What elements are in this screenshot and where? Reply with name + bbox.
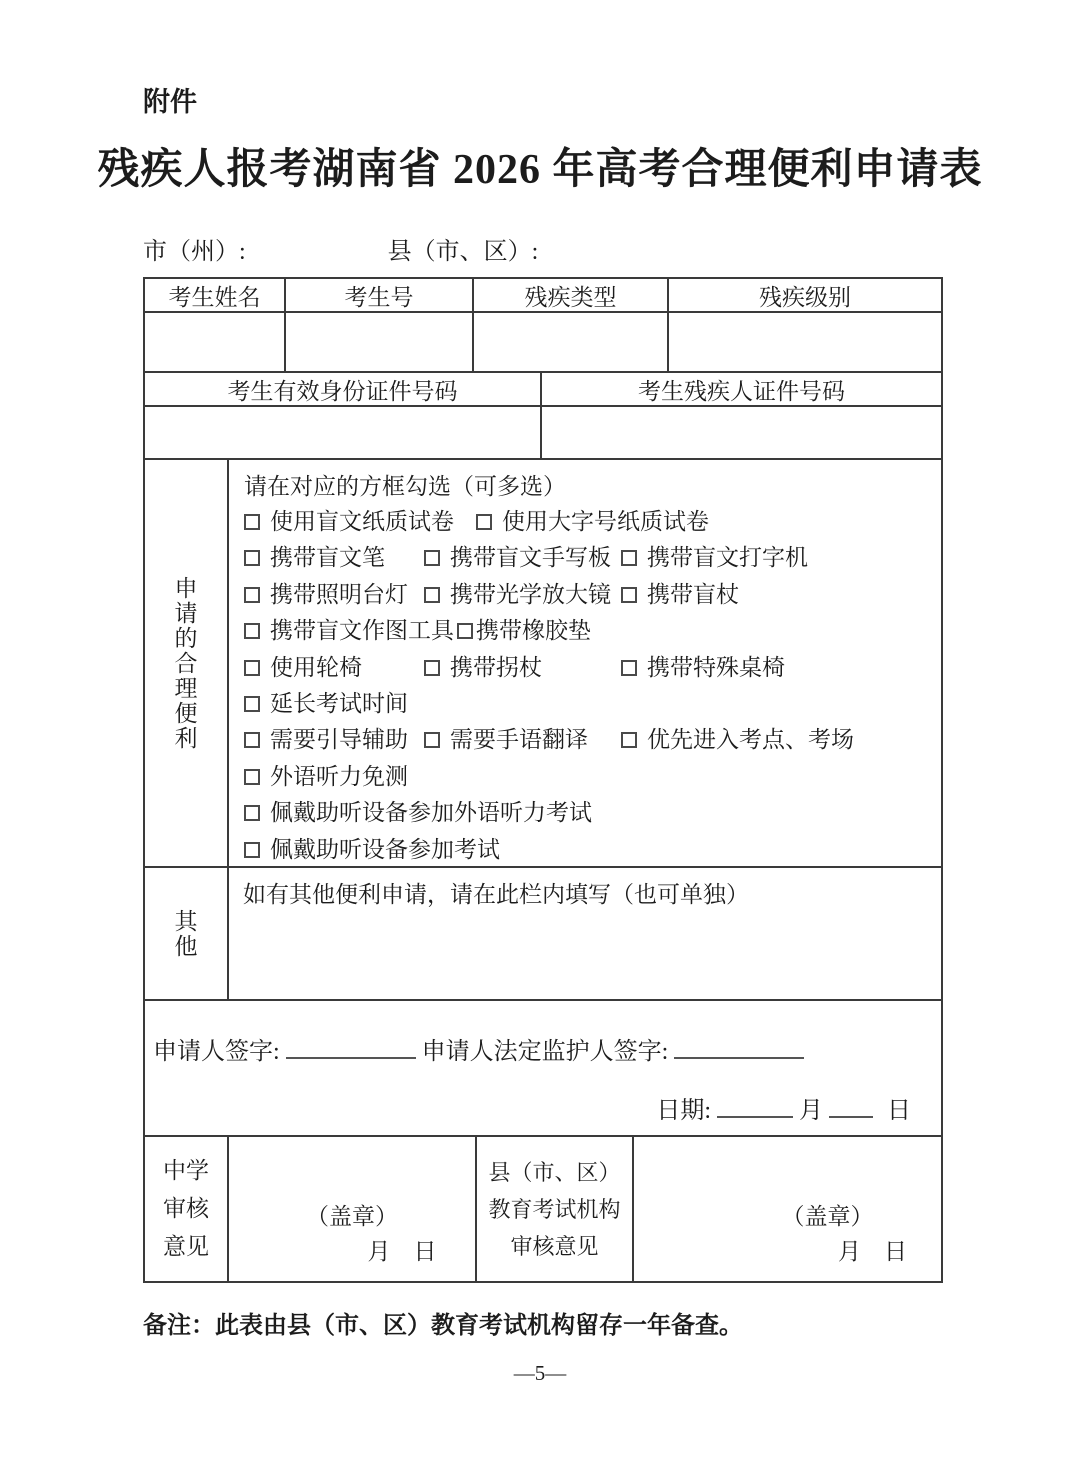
checkbox-line [244, 795, 941, 831]
other-row [145, 866, 941, 999]
checkbox-label: 使用轮椅 [270, 654, 362, 680]
checkbox-label: 佩戴助听设备参加考试 [270, 836, 500, 862]
header-id-number: 考生有效身份证件号码 [227, 378, 458, 404]
candidate-header-row [145, 279, 941, 311]
checkbox-line [244, 540, 941, 576]
header-disability-type: 残疾类型 [472, 279, 667, 311]
county-review-label-line: 审核意见 [510, 1233, 599, 1259]
accommodations-options-cell [227, 460, 941, 866]
checkbox-label: 需要引导辅助 [270, 727, 408, 753]
applicant-signature-label: 申请人签字: [153, 1039, 280, 1065]
checkbox-option-magnifier[interactable] [424, 577, 611, 613]
checkbox-option-desk-lamp[interactable] [244, 577, 408, 613]
checkbox-icon [621, 732, 637, 748]
accommodations-row [145, 458, 941, 866]
id-header-row [145, 371, 941, 405]
county-stamp-cell[interactable] [632, 1137, 941, 1281]
header-disability-level: 残疾级别 [667, 279, 941, 311]
checkbox-label: 佩戴助听设备参加外语听力考试 [270, 800, 592, 826]
disability-level-cell[interactable] [667, 313, 941, 371]
disability-type-cell[interactable] [472, 313, 667, 371]
disability-cert-number-cell[interactable] [540, 407, 941, 458]
checkbox-option-braille-pen[interactable] [244, 540, 385, 576]
county-label: 县（市、区）: [387, 239, 539, 265]
checkbox-option-guide-assistance[interactable] [244, 722, 408, 758]
county-review-label-cell [475, 1137, 632, 1281]
school-review-label-line: 意见 [163, 1234, 209, 1259]
checkbox-icon [424, 660, 440, 676]
checkbox-option-priority-entry[interactable] [621, 722, 854, 758]
checkbox-label: 携带特殊桌椅 [647, 654, 785, 680]
checkbox-icon [244, 696, 260, 712]
checkbox-label: 携带盲文打字机 [647, 545, 808, 571]
checkbox-icon [244, 732, 260, 748]
county-review-label-line: 教育考试机构 [488, 1196, 621, 1222]
checkbox-option-hearing-aid-listening-test[interactable] [244, 795, 592, 831]
checkbox-line [244, 650, 941, 686]
checkbox-label: 需要手语翻译 [450, 727, 588, 753]
signature-row [145, 999, 941, 1135]
county-stamp-date-label: 月 日 [838, 1239, 907, 1264]
checkbox-option-braille-slate[interactable] [424, 540, 611, 576]
checkbox-icon [244, 660, 260, 676]
checkbox-option-listening-exempt[interactable] [244, 759, 408, 795]
date-month-field[interactable] [717, 1096, 793, 1118]
checkbox-icon [244, 550, 260, 566]
id-value-row [145, 405, 941, 458]
checkbox-icon [621, 550, 637, 566]
county-review-label-line: 县（市、区） [488, 1159, 621, 1185]
header-disability-cert-number: 考生残疾人证件号码 [540, 373, 941, 405]
guardian-signature-label: 申请人法定监护人签字: [421, 1039, 669, 1065]
application-form-table [143, 277, 943, 1283]
school-stamp-cell[interactable] [227, 1137, 475, 1281]
school-review-label-line: 审核 [163, 1196, 209, 1221]
checkbox-label: 优先进入考点、考场 [647, 727, 854, 753]
checkbox-option-hearing-aid-exam[interactable] [244, 832, 500, 868]
accommodations-section-label-cell [145, 460, 227, 866]
checkbox-icon [244, 842, 260, 858]
checkbox-option-braille-drawing-tools[interactable] [244, 613, 454, 649]
checkbox-label: 携带盲文手写板 [450, 545, 611, 571]
checkbox-label: 延长考试时间 [270, 690, 408, 716]
checkbox-option-extended-time[interactable] [244, 686, 408, 722]
checkbox-icon [244, 769, 260, 785]
checkbox-label: 使用大字号纸质试卷 [502, 509, 709, 534]
checkbox-icon [424, 550, 440, 566]
city-label: 市（州）: [143, 239, 246, 265]
candidate-name-cell[interactable] [145, 313, 284, 371]
page-title: 残疾人报考湖南省 2026 年高考合理便利申请表 [97, 147, 983, 193]
checkbox-icon [457, 623, 473, 639]
checkbox-icon [244, 514, 260, 530]
checkbox-option-large-print-paper[interactable] [476, 504, 709, 540]
checkbox-line [244, 504, 941, 540]
checkbox-icon [476, 514, 492, 530]
applicant-signature-field[interactable] [286, 1037, 416, 1059]
county-seal-label: （盖章） [781, 1204, 874, 1229]
candidate-number-cell[interactable] [284, 313, 472, 371]
school-seal-label: （盖章） [306, 1204, 398, 1229]
header-candidate-name: 考生姓名 [168, 284, 261, 310]
id-number-cell[interactable] [145, 407, 540, 458]
checkbox-option-sign-language[interactable] [424, 722, 588, 758]
signature-cell [145, 1001, 941, 1135]
checkbox-label: 使用盲文纸质试卷 [270, 509, 454, 534]
other-section-label: 其他 [174, 908, 198, 959]
date-day-field[interactable] [829, 1096, 873, 1118]
checkbox-line [244, 832, 941, 868]
checkbox-line [244, 577, 941, 613]
accommodations-section-label: 申请的合理便利 [174, 575, 198, 751]
school-review-label-cell [145, 1137, 227, 1281]
checkbox-label: 携带照明台灯 [270, 581, 408, 607]
checkbox-line [244, 759, 941, 795]
accommodations-instruction: 请在对应的方框勾选（可多选） [244, 474, 566, 499]
page-number: —5— [513, 1361, 567, 1385]
checkbox-line [244, 722, 941, 758]
school-review-label-line: 中学 [163, 1158, 209, 1183]
signature-line [153, 1031, 911, 1066]
checkbox-icon [424, 732, 440, 748]
checkbox-option-wheelchair[interactable] [244, 650, 362, 686]
region-line [143, 231, 538, 266]
checkbox-option-special-desk[interactable] [621, 650, 785, 686]
review-row [145, 1135, 941, 1281]
checkbox-label: 携带橡胶垫 [476, 618, 591, 644]
other-content-cell[interactable] [227, 868, 941, 999]
checkbox-icon [244, 805, 260, 821]
checkbox-line [244, 613, 941, 649]
checkbox-icon [424, 587, 440, 603]
header-candidate-number: 考生号 [284, 279, 472, 311]
checkbox-icon [244, 587, 260, 603]
checkbox-line [244, 686, 941, 722]
candidate-value-row [145, 311, 941, 371]
checkbox-label: 携带盲文作图工具 [270, 618, 454, 644]
guardian-signature-field[interactable] [674, 1037, 804, 1059]
checkbox-option-white-cane[interactable] [621, 577, 739, 613]
attachment-label: 附件 [143, 87, 197, 117]
checkbox-option-crutches[interactable] [424, 650, 542, 686]
checkbox-label: 携带盲杖 [647, 581, 739, 607]
checkbox-icon [621, 587, 637, 603]
checkbox-label: 外语听力免测 [270, 763, 408, 789]
school-stamp-date-label: 月 日 [367, 1239, 437, 1264]
date-label: 日期: [656, 1098, 711, 1124]
checkbox-option-rubber-mat[interactable] [457, 613, 591, 649]
other-instruction: 如有其他便利申请，请在此栏内填写（也可单独） [243, 882, 749, 907]
day-label: 日 [887, 1098, 911, 1124]
checkbox-label: 携带拐杖 [450, 654, 542, 680]
other-section-label-cell [145, 868, 227, 999]
date-line [153, 1090, 911, 1125]
checkbox-label: 携带盲文笔 [270, 545, 385, 571]
checkbox-option-braille-typewriter[interactable] [621, 540, 808, 576]
checkbox-label: 携带光学放大镜 [450, 581, 611, 607]
note-text: 备注：此表由县（市、区）教育考试机构留存一年备查。 [143, 1312, 743, 1339]
checkbox-option-braille-paper[interactable] [244, 504, 454, 540]
checkbox-icon [244, 623, 260, 639]
checkbox-icon [621, 660, 637, 676]
month-label: 月 [799, 1098, 823, 1124]
